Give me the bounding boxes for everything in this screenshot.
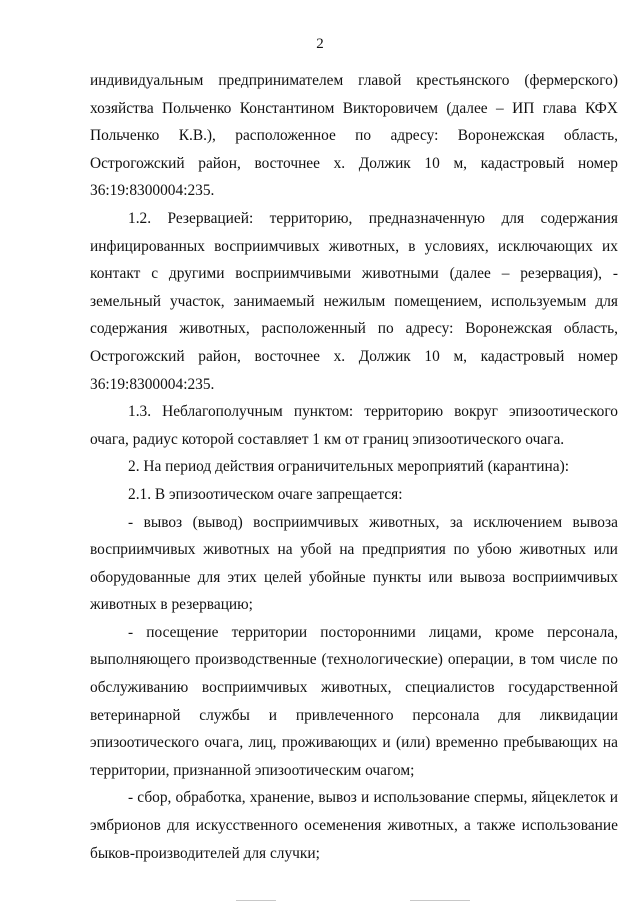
word: по [601,651,618,669]
word: эпизоотического [412,430,526,448]
word: для [197,568,221,586]
text-line [90,483,618,508]
word: глава [542,99,577,117]
word: животных в резервацию; [90,596,253,614]
word: Воронежская [457,127,545,145]
text-line [90,207,618,232]
word: хозяйства [90,99,154,117]
word: животных [519,541,587,559]
word: - [128,789,134,807]
word: которой [181,430,238,448]
word: яйцеклеток [531,789,606,807]
word: обслуживанию [90,679,189,697]
paragraph [90,455,618,480]
word: а [463,817,471,835]
word: за [449,513,463,531]
word: хранение, [249,789,315,807]
word: для [501,209,525,227]
text-line [90,69,618,94]
word: животных, [179,320,250,338]
word: специалистов [405,679,495,697]
word: животными [361,265,439,283]
word: резервация), [520,265,602,283]
word: и [382,734,391,752]
word: номер [578,154,618,172]
text-line [90,538,618,563]
word: расположенное [235,127,336,145]
word: 36:19:8300004:235. [90,375,215,393]
word: посещение [146,623,219,641]
text-line [90,648,618,673]
word: вокруг [454,403,498,421]
word: персонала [412,706,480,724]
scan-artifact [236,900,276,901]
word: Острогожский [90,154,185,172]
word: Воронежская [465,320,553,338]
text-line [90,317,618,342]
text-line [90,842,618,867]
word: - [128,623,134,641]
word: животных, [387,817,458,835]
word: эмбрионов [90,817,161,835]
word: ветеринарной [90,706,181,724]
word: 2.1. В эпизоотическом очаге запрещается: [128,485,403,503]
word: территории [231,623,308,641]
text-line [90,759,618,784]
word: восточнее [254,154,320,172]
word: кадастровый [480,347,565,365]
word: службы [199,706,250,724]
word: проживающих [281,734,378,752]
word: м, [453,347,468,365]
word: по [453,541,470,559]
text-line [90,400,618,425]
word: быков-производителей для случки; [90,844,320,862]
word: в [408,237,416,255]
word: Должик [358,154,411,172]
word: адресу: [390,127,439,145]
word: условиях, [424,237,489,255]
word: предпринимателем [218,72,344,89]
text-line [90,676,618,701]
word: на [339,541,355,559]
word: убойные [308,568,366,586]
word: м, [453,154,468,172]
document-body [90,69,618,869]
word: помещением, [394,292,483,310]
word: или [428,568,453,586]
word: убой [300,541,332,559]
word: территории, признанной эпизоотическим очагом; [90,761,415,779]
text-line [90,731,618,756]
word: сбор, [137,789,172,807]
word: область, [563,127,618,145]
word: ИП [512,99,535,117]
text-line [90,593,618,618]
word: для [498,706,521,724]
word: район, [198,347,241,365]
word: том [530,651,555,669]
word: пунктом: [293,403,354,421]
word: спермы, [474,789,528,807]
word: восприимчивых [90,541,196,559]
word: также [476,817,516,835]
word: эпизоотического [90,734,200,752]
word: 1 [312,430,324,448]
word: очага. [525,430,565,448]
word: занимаемый [233,292,315,310]
word: осеменения [304,817,382,835]
word: использование [373,789,470,807]
text-line [90,345,618,370]
word: животных [203,541,270,559]
text-line [90,511,618,536]
word: обработка, [175,789,246,807]
word: нежилым [323,292,386,310]
word: животных, [328,237,400,255]
word: Викторовичем [342,99,438,117]
word: (фермерского) [524,72,618,89]
text-line [90,455,618,480]
word: 10 [424,347,440,365]
word: главой [358,72,402,89]
paragraph [90,483,618,508]
word: вывоза [572,513,618,531]
text-line [90,704,618,729]
word: территорию, [269,209,353,227]
paragraph [90,207,618,397]
word: область, [563,320,618,338]
word: Должик [358,347,411,365]
word: использование [521,817,618,835]
word: Неблагополучным [162,403,283,421]
word: убою [477,541,512,559]
text-line [90,124,618,149]
word: адресу: [405,320,454,338]
word: предназначенную [368,209,486,227]
word: вывоза [459,568,506,586]
word: другими [168,265,225,283]
paragraph [90,621,618,784]
word: на [277,541,293,559]
word: (далее [449,265,491,283]
text-line [90,621,618,646]
word: 1.2. [128,209,152,227]
word: животных, [321,679,392,697]
word: временно [435,734,499,752]
word: и [268,706,277,724]
word: границ [363,430,413,448]
text-line [90,428,618,453]
word: участок, [169,292,225,310]
word: земельный [90,292,161,310]
word: эпизоотического [508,403,618,421]
word: используемым [491,292,587,310]
word: исключающих [497,237,593,255]
word: оборудованные [90,568,191,586]
text-line [90,786,618,811]
word: кадастровый [480,154,565,172]
word: контакт [90,265,141,283]
word: восточнее [254,347,320,365]
word: радиус [132,430,182,448]
word: восприимчивых [512,568,618,586]
word: восприимчивых [253,513,359,531]
word: индивидуальным [90,72,204,89]
word: и [361,789,370,807]
word: восприимчивых [214,237,320,255]
word: вывоз [143,513,183,531]
word: пункты [372,568,422,586]
word: привлеченного [295,706,394,724]
word: лиц, [248,734,277,752]
word: животных, [369,513,440,531]
word: для [167,817,190,835]
text-line [90,566,618,591]
word: Польченко [90,127,160,145]
word: производственные [195,651,317,669]
word: восприимчивых [201,679,308,697]
word: государственной [508,679,618,697]
word: лицами, [428,623,482,641]
word: 10 [424,154,440,172]
text-line [90,290,618,315]
word: (далее [446,99,488,117]
word: их [601,237,618,255]
word: - [612,265,618,283]
word: крестьянского [416,72,510,89]
word: (или) [395,734,431,752]
word: этих [227,568,257,586]
word: исключением [473,513,563,531]
word: и [609,789,618,807]
word: – [501,265,510,283]
word: Константином [239,99,335,117]
word: - [128,513,134,531]
paragraph [90,69,618,204]
text-line [90,373,618,398]
word: Польченко [162,99,232,117]
word: выполняющего [90,651,191,669]
text-line [90,262,618,287]
word: составляет [237,430,313,448]
word: КФХ [585,99,618,117]
word: Острогожский [90,347,185,365]
word: предприятия [362,541,446,559]
text-line [90,97,618,122]
word: числе [559,651,597,669]
word: в [518,651,526,669]
text-line [90,235,618,260]
word: – [496,99,504,117]
word: для [595,292,618,310]
word: целей [263,568,302,586]
page-number: 2 [316,36,324,52]
word: (вывод) [192,513,243,531]
word: район, [198,154,241,172]
word: содержания [90,320,168,338]
paragraph [90,786,618,866]
word: пребывающих [503,734,598,752]
word: х. [333,154,346,172]
word: 2. На период действия ограничительных мероприятий (карантина): [128,458,570,476]
word: содержания [540,209,618,227]
word: номер [578,347,618,365]
word: восприимчивыми [235,265,352,283]
paragraph [90,511,618,618]
word: искусственного [195,817,298,835]
word: территорию [364,403,444,421]
word: по [377,320,394,338]
word: посторонними [320,623,416,641]
word: на [602,734,618,752]
word: 1.3. [128,403,152,421]
word: Резервацией: [167,209,254,227]
word: персонала, [547,623,618,641]
word: вывоз [318,789,357,807]
word: К.В.), [178,127,216,145]
word: или [593,541,618,559]
text-line [90,179,618,204]
word: х. [333,347,346,365]
word: очага, [90,430,133,448]
word: инфицированных [90,237,205,255]
word: км [323,430,345,448]
word: очага, [204,734,244,752]
word: кроме [494,623,534,641]
word: 36:19:8300004:235. [90,182,215,200]
word: с [151,265,159,283]
word: (технологические) [321,651,443,669]
scan-artifact [410,900,470,901]
text-line [90,814,618,839]
word: операции, [447,651,514,669]
word: расположенный [261,320,366,338]
word: ликвидации [539,706,618,724]
word: от [344,430,363,448]
paragraph [90,400,618,452]
word: по [355,127,372,145]
text-line [90,152,618,177]
